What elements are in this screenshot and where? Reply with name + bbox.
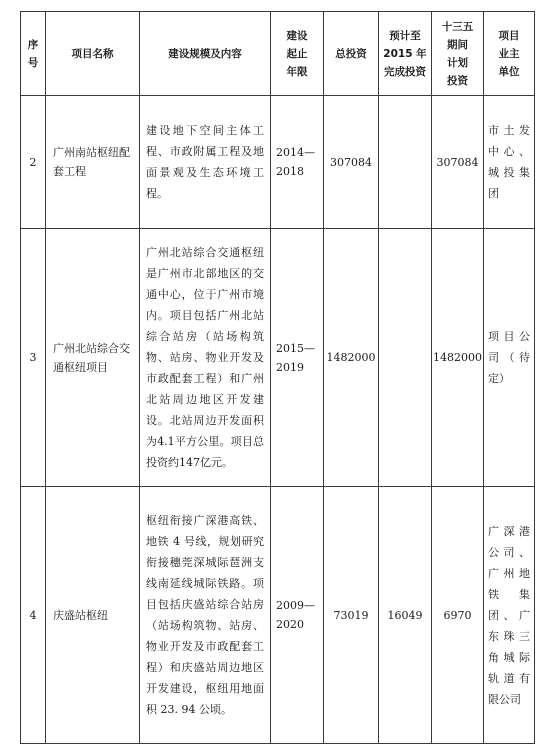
row-period: 2015— 2019 <box>271 229 324 487</box>
header-total: 总投资 <box>324 12 379 96</box>
row-completed-2015 <box>379 96 432 229</box>
header-row <box>21 12 535 96</box>
row-plan-135: 1482000 <box>432 229 484 487</box>
header-period: 建设 起止 年限 <box>271 12 324 96</box>
header-no: 序 号 <box>21 12 46 96</box>
project-table <box>20 11 535 744</box>
row-plan-135: 6970 <box>432 487 484 744</box>
header-owner: 项目 业主 单位 <box>484 12 535 96</box>
row-owner: 项目公司（待定） <box>484 229 535 487</box>
row-period: 2009— 2020 <box>271 487 324 744</box>
header-content: 建设规模及内容 <box>140 12 271 96</box>
row-content: 广州北站综合交通枢纽是广州市北部地区的交通中心，位于广州市境内。项目包括广州北站综合站房（站场构筑物、站房、物业开发及市政配套工程）和广州北站周边地区开发建设。北站周边开发面积为4.1平方公里。项目总投资约147亿元。 <box>140 229 271 487</box>
row-completed-2015: 16049 <box>379 487 432 744</box>
row-owner: 广深港公司、广州地铁集团、广东珠三角城际轨道有限公司 <box>484 487 535 744</box>
row-no: 2 <box>21 96 46 229</box>
table-row <box>21 487 535 744</box>
row-plan-135: 307084 <box>432 96 484 229</box>
row-completed-2015 <box>379 229 432 487</box>
row-total: 1482000 <box>324 229 379 487</box>
row-owner: 市土发中心、城投集团 <box>484 96 535 229</box>
header-completed-2015: 预计至 2015 年 完成投资 <box>379 12 432 96</box>
table-row <box>21 229 535 487</box>
header-plan-135: 十三五 期间 计划 投资 <box>432 12 484 96</box>
row-period: 2014— 2018 <box>271 96 324 229</box>
row-name: 广州北站综合交通枢纽项目 <box>46 229 140 487</box>
row-name: 广州南站枢纽配套工程 <box>46 96 140 229</box>
row-content: 枢纽衔接广深港高铁、地铁 4 号线，规划研究衔接穗莞深城际琶洲支线南延线城际铁路。项目包括庆盛站综合站房（站场构筑物、站房、物业开发及市政配套工程）和庆盛站周边地区开发建设，枢纽用地面积 23. 94 公顷。 <box>140 487 271 744</box>
row-no: 4 <box>21 487 46 744</box>
table-row <box>21 96 535 229</box>
header-name: 项目名称 <box>46 12 140 96</box>
row-no: 3 <box>21 229 46 487</box>
row-total: 73019 <box>324 487 379 744</box>
row-name: 庆盛站枢纽 <box>46 487 140 744</box>
row-total: 307084 <box>324 96 379 229</box>
row-content: 建设地下空间主体工程、市政附属工程及地面景观及生态环境工程。 <box>140 96 271 229</box>
